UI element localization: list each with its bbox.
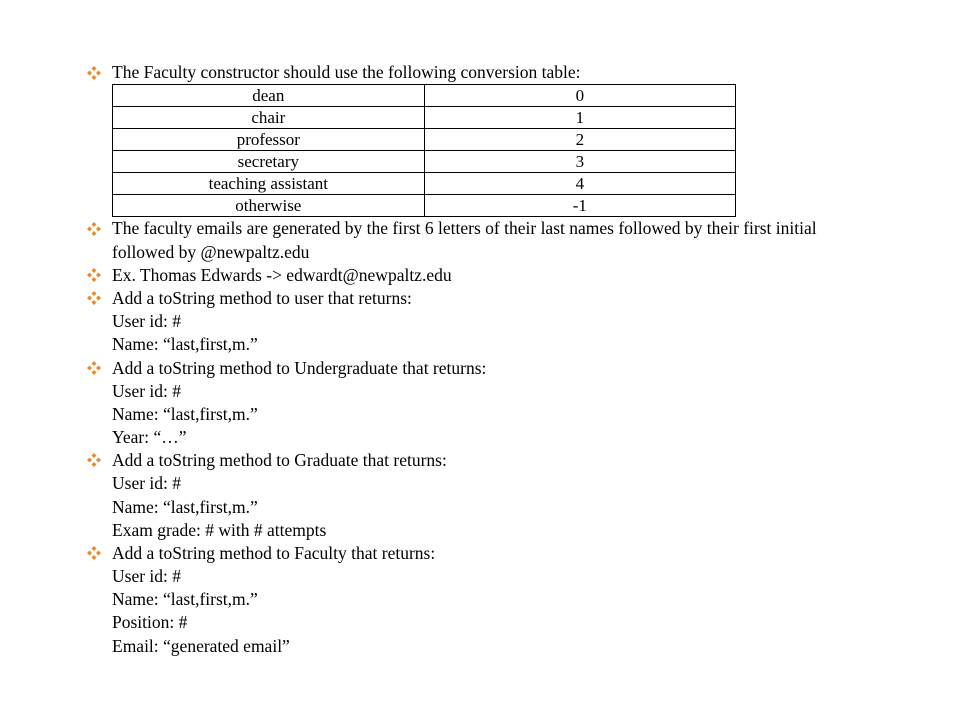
diamond-cluster-icon xyxy=(86,545,102,561)
bullet-line: Add a toString method to user that returns: xyxy=(112,288,412,308)
bullet-line: Name: “last,first,m.” xyxy=(112,589,258,609)
code-cell: 3 xyxy=(424,151,735,173)
code-cell: -1 xyxy=(424,195,735,217)
position-cell: otherwise xyxy=(113,195,425,217)
table-row xyxy=(113,173,736,195)
bullet-line: User id: # xyxy=(112,473,182,493)
diamond-cluster-icon xyxy=(86,267,102,283)
bullet-line: User id: # xyxy=(112,311,182,331)
bullet-line: followed by @newpaltz.edu xyxy=(112,242,310,262)
table-row xyxy=(113,129,736,151)
bullet-line: Add a toString method to Faculty that returns: xyxy=(112,543,436,563)
position-cell: professor xyxy=(113,129,425,151)
diamond-cluster-icon xyxy=(86,290,102,306)
bullet-line: Exam grade: # with # attempts xyxy=(112,520,327,540)
code-cell: 2 xyxy=(424,129,735,151)
intro-text: The Faculty constructor should use the following conversion table: xyxy=(112,62,581,82)
diamond-cluster-icon xyxy=(86,452,102,468)
bullet-line: Ex. Thomas Edwards -> edwardt@newpaltz.edu xyxy=(112,265,452,285)
table-row xyxy=(113,85,736,107)
bullet-line: Name: “last,first,m.” xyxy=(112,334,258,354)
code-cell: 0 xyxy=(424,85,735,107)
bullet-line: Position: # xyxy=(112,612,188,632)
table-row xyxy=(113,151,736,173)
bullet-line: User id: # xyxy=(112,566,182,586)
code-cell: 1 xyxy=(424,107,735,129)
bullet-line: Name: “last,first,m.” xyxy=(112,497,258,517)
code-cell: 4 xyxy=(424,173,735,195)
conversion-table xyxy=(112,84,736,217)
bullet-line: Add a toString method to Graduate that returns: xyxy=(112,450,447,470)
bullet-line: Name: “last,first,m.” xyxy=(112,404,258,424)
bullet-line: The faculty emails are generated by the first 6 letters of their last names followed by their first initial xyxy=(112,218,817,238)
position-cell: secretary xyxy=(113,151,425,173)
position-cell: dean xyxy=(113,85,425,107)
table-row xyxy=(113,195,736,217)
position-cell: teaching assistant xyxy=(113,173,425,195)
table-row xyxy=(113,107,736,129)
diamond-cluster-icon xyxy=(86,360,102,376)
bullet-line: Email: “generated email” xyxy=(112,636,290,656)
diamond-cluster-icon xyxy=(86,221,102,237)
bullet-line: Year: “…” xyxy=(112,427,187,447)
bullet-line: Add a toString method to Undergraduate that returns: xyxy=(112,358,487,378)
diamond-cluster-icon xyxy=(86,65,102,81)
bullet-line: User id: # xyxy=(112,381,182,401)
position-cell: chair xyxy=(113,107,425,129)
